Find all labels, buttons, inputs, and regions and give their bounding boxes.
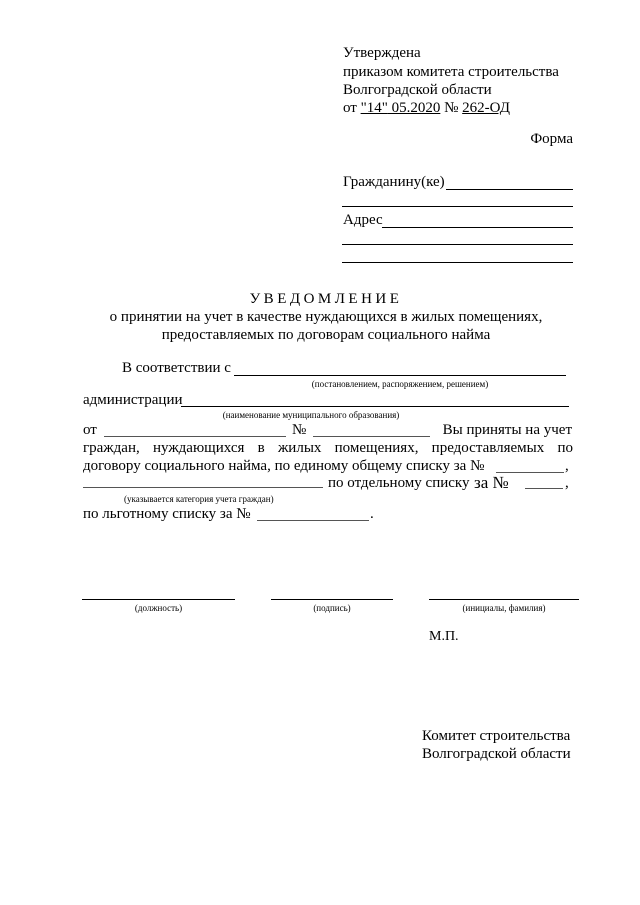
position-line: [82, 599, 235, 600]
signature-hint: (подпись): [313, 603, 351, 613]
municipality-line: [181, 406, 569, 407]
privileged-list-end: .: [370, 506, 374, 522]
citizen-label: Гражданину(ке): [343, 174, 445, 190]
approval-date-day: "14": [360, 100, 388, 116]
citizens-line: граждан, нуждающихся в жилых помещениях, предоставляемых по: [83, 440, 573, 456]
approval-line-1: Утверждена: [343, 45, 421, 61]
hint-decision: (постановлением, распоряжением, решением): [311, 379, 489, 389]
accordance-text: В соответствии с: [122, 360, 231, 376]
notice-subtitle-1: о принятии на учет в качестве нуждающихся в жилых помещениях,: [109, 309, 543, 325]
approval-number-sign: №: [440, 100, 463, 116]
approval-number: 262-ОД: [462, 100, 510, 116]
notice-title: УВЕДОМЛЕНИЕ: [249, 291, 403, 307]
category-line: [83, 487, 323, 488]
footer-line-2: Волгоградской области: [422, 746, 571, 762]
approval-date-prefix: от: [343, 100, 361, 116]
address-line-2: [342, 244, 573, 245]
address-line-3: [342, 262, 573, 263]
privileged-list-number-line: [257, 520, 369, 521]
accepted-text: Вы приняты на учет: [442, 422, 572, 438]
approval-line-3: Волгоградской области: [343, 82, 492, 98]
approval-line-2: приказом комитета строительства: [343, 64, 559, 80]
number-sign: №: [292, 422, 307, 438]
hint-category: (указывается категория учета граждан): [124, 494, 274, 504]
separate-list-number-sign: за №: [474, 473, 509, 492]
contract-line: договору социального найма, по единому общему списку за №: [83, 458, 485, 474]
citizen-name-line: [446, 189, 573, 190]
initials-line: [429, 599, 579, 600]
from-text: от: [83, 422, 97, 438]
address-label: Адрес: [343, 212, 383, 228]
separate-list-end: ,: [565, 475, 569, 491]
footer-line-1: Комитет строительства: [422, 728, 571, 744]
decision-line: [234, 375, 566, 376]
signature-line: [271, 599, 393, 600]
privileged-list-text: по льготному списку за №: [83, 506, 251, 522]
initials-hint: (инициалы, фамилия): [462, 603, 546, 613]
approval-date-line: [343, 100, 510, 117]
hint-municipality: (наименование муниципального образования): [222, 410, 400, 420]
separate-list-text: по отдельному списку: [328, 475, 470, 491]
notice-subtitle-2: предоставляемых по договорам социального найма: [161, 327, 491, 343]
from-date-line: [104, 436, 286, 437]
address-line-1: [382, 227, 573, 228]
administration-text: администрации: [83, 392, 183, 408]
decision-number-line: [313, 436, 430, 437]
separate-list-number-line: [525, 488, 563, 489]
approval-date-rest: 05.2020: [387, 100, 441, 116]
citizen-extra-line: [342, 206, 573, 207]
contract-line-end: ,: [565, 458, 569, 474]
position-hint: (должность): [134, 603, 183, 613]
stamp-label: М.П.: [429, 629, 459, 644]
form-label: Форма: [530, 131, 573, 147]
